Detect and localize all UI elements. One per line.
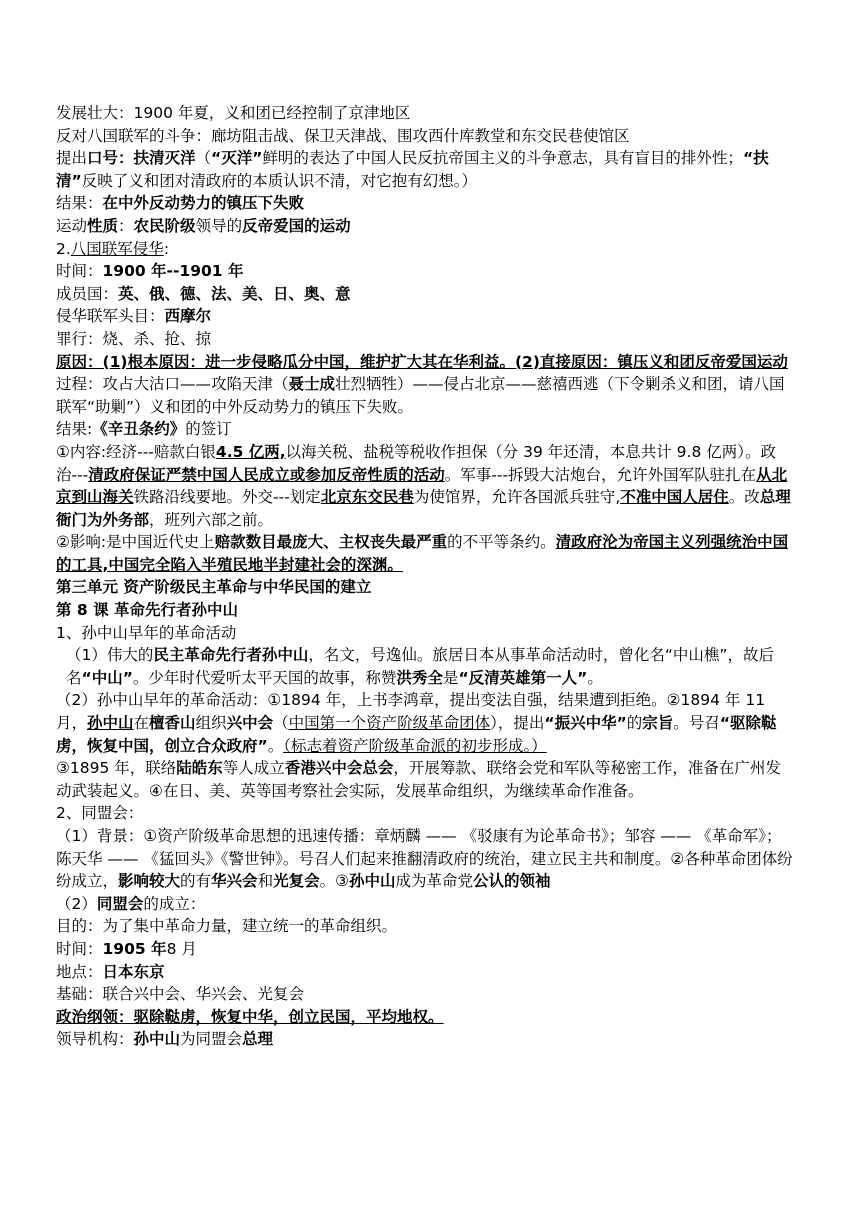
text-line bbox=[56, 938, 794, 961]
unit-heading bbox=[56, 576, 794, 599]
text-line bbox=[56, 260, 794, 283]
text-line bbox=[56, 1028, 794, 1051]
text-span: 罪行：烧、杀、抢、掠 bbox=[56, 329, 212, 348]
text-span: 的成立： bbox=[143, 894, 206, 913]
text-line bbox=[56, 328, 794, 351]
text-span: 为同盟会 bbox=[180, 1030, 243, 1049]
text-line bbox=[56, 125, 794, 148]
text-span: 基础：联合兴中会、华兴会、光复会 bbox=[56, 985, 305, 1004]
emphasis: “灭洋” bbox=[211, 149, 263, 168]
emphasis: 香港兴中会总会 bbox=[284, 759, 394, 778]
emphasis: 农民阶级 bbox=[133, 216, 196, 235]
emphasis-underlined: 原因：(1)根本原因：进一步侵略瓜分中国，维护扩大其在华利益。(2)直接原因：镇压义和团反帝爱国运动 bbox=[56, 352, 788, 371]
text-line bbox=[56, 757, 794, 802]
section-heading bbox=[56, 238, 794, 261]
text-span: ，开展筹款、联络会党和军队等秘密工作，准备在广州发动武装起义。④在日、美、英等国考察社会实际，发展革命组织，为继续革命作准备。 bbox=[56, 759, 781, 800]
emphasis: 孙中山 bbox=[349, 872, 396, 891]
emphasis: 性质 bbox=[87, 216, 119, 235]
heading-text: 2、同盟会： bbox=[56, 804, 144, 823]
text-line bbox=[56, 689, 794, 757]
text-line bbox=[56, 893, 794, 916]
text-span: 的签订 bbox=[185, 420, 232, 439]
text-span: 目的：为了集中革命力量，建立统一的革命组织。 bbox=[56, 917, 398, 936]
text-span: （2） bbox=[56, 894, 97, 913]
text-line bbox=[56, 825, 794, 893]
emphasis: 洪秀全 bbox=[396, 668, 443, 687]
text-span: 时间： bbox=[56, 939, 103, 958]
text-span: 等人成立 bbox=[222, 759, 285, 778]
emphasis: “扶清” bbox=[56, 149, 769, 190]
text-span: ，班列六部之前。 bbox=[149, 510, 274, 529]
emphasis: 聂士成 bbox=[288, 375, 336, 394]
text-span: ②影响:是中国近代史上 bbox=[56, 533, 215, 552]
text-span: 地点： bbox=[56, 962, 103, 981]
heading-text: 1、孙中山早年的革命活动 bbox=[56, 623, 237, 642]
text-span: 鲜明的表达了中国人民反抗帝国主义的斗争意志，具有盲目的排外性； bbox=[262, 149, 743, 168]
text-span: 侵华联军头目： bbox=[56, 307, 165, 326]
heading-text: 第三单元 资产阶级民主革命与中华民国的建立 bbox=[56, 578, 372, 597]
emphasis: “中山” bbox=[81, 668, 133, 687]
text-span: （1）背景：①资产阶级革命思想的迅速传播：章炳麟 —— 《驳康有为论革命书》；邹容 —— 《革命军》；陈天华 —— 《猛回头》《警世钟》。号召人们起来推翻清政府的统治，建立民主共和制度。②各种革命团体纷纷成立， bbox=[56, 827, 793, 891]
text-span: 的有 bbox=[180, 872, 212, 891]
text-line bbox=[56, 215, 794, 238]
text-span: 2. bbox=[56, 239, 71, 258]
text-span: : bbox=[163, 239, 170, 258]
emphasis-underlined: 4.5 亿两, bbox=[215, 442, 286, 461]
text-line bbox=[56, 644, 794, 689]
text-line bbox=[56, 305, 794, 328]
text-span: ，名文，号逸仙。旅居日本从事革命活动时，曾化名“中山樵”，故后名 bbox=[66, 646, 774, 687]
text-span: 。军事---拆毁大沽炮台，允许外国军队驻扎在 bbox=[444, 465, 757, 484]
emphasis: 在中外反动势力的镇压下失败 bbox=[102, 194, 305, 213]
text-span: 8 月 bbox=[166, 939, 197, 958]
text-span: 。少年时代爱听太平天国的故事，称赞 bbox=[132, 668, 397, 687]
emphasis-underlined: 孙中山 bbox=[87, 714, 134, 733]
underlined-text: 中国第一个资产阶级革命团体 bbox=[288, 714, 491, 733]
text-span: 在 bbox=[133, 714, 150, 733]
text-span: 。③ bbox=[319, 872, 349, 891]
emphasis: 《辛丑条约》 bbox=[92, 420, 186, 439]
document-page bbox=[56, 102, 794, 1051]
emphasis: 总理衙门为外务部 bbox=[56, 488, 791, 529]
text-span: 反映了义和团对清政府的本质认识不清，对它抱有幻想。） bbox=[81, 171, 477, 190]
text-line bbox=[56, 418, 794, 441]
text-span: 反对八国联军的斗争：廊坊阻击战、保卫天津战、围攻西什库教堂和东交民巷使馆区 bbox=[56, 126, 630, 145]
text-line bbox=[56, 1006, 794, 1029]
emphasis-underlined: 不准中国人居住 bbox=[620, 488, 729, 507]
text-line bbox=[56, 531, 794, 576]
text-span: 时间： bbox=[56, 262, 103, 281]
text-span: 。改 bbox=[728, 488, 760, 507]
emphasis-underlined: 北京东交民巷 bbox=[320, 488, 414, 507]
text-span: 为使馆界，允许各国派兵驻守, bbox=[413, 488, 621, 507]
emphasis: 总理 bbox=[242, 1030, 274, 1049]
emphasis: 反帝爱国的运动 bbox=[242, 216, 351, 235]
emphasis: 1905 年 bbox=[102, 939, 167, 958]
emphasis: 宗旨 bbox=[642, 714, 674, 733]
emphasis: 民主革命先行者孙中山 bbox=[153, 646, 309, 665]
text-span: 组织 bbox=[195, 714, 227, 733]
text-line bbox=[56, 373, 794, 418]
text-span: ①内容:经济---赔款白银 bbox=[56, 442, 216, 461]
emphasis-underlined: 清政府沦为帝国主义列强统治中国的工具,中国完全陷入半殖民地半封建社会的深渊。 bbox=[56, 533, 789, 574]
text-line bbox=[56, 351, 794, 374]
text-line bbox=[56, 283, 794, 306]
text-line bbox=[56, 102, 794, 125]
text-span: 领导机构： bbox=[56, 1030, 134, 1049]
text-span: 铁路沿线要地。外交---划定 bbox=[133, 488, 321, 507]
emphasis: “反清英雄第一人” bbox=[458, 668, 588, 687]
text-span: 。号召 bbox=[673, 714, 720, 733]
text-span: （ bbox=[273, 714, 289, 733]
text-span: 以海关税、盐税等税收作担保（分 39 年还清，本息共计 9.8 亿两）。政治--- bbox=[56, 442, 776, 484]
underlined-text: （标志着资产阶级革命派的初步形成。） bbox=[283, 736, 547, 755]
emphasis: 孙中山 bbox=[133, 1030, 181, 1049]
text-line bbox=[56, 441, 794, 531]
heading-text: 八国联军侵华 bbox=[70, 239, 164, 258]
text-span: 是 bbox=[442, 668, 459, 687]
text-line bbox=[56, 147, 794, 192]
heading-text: 第 8 课 革命先行者孙中山 bbox=[56, 601, 238, 620]
emphasis: 光复会 bbox=[273, 872, 320, 891]
text-span: ），提出 bbox=[490, 714, 545, 733]
text-span: 领导的 bbox=[195, 216, 243, 235]
text-span: ③1895 年，联络 bbox=[56, 759, 177, 778]
section-heading bbox=[56, 802, 794, 825]
text-line bbox=[56, 915, 794, 938]
emphasis-underlined: 清政府保证严禁中国人民成立或参加反帝性质的活动 bbox=[88, 465, 445, 484]
text-span: 。 bbox=[587, 668, 603, 687]
emphasis: 华兴会 bbox=[211, 872, 258, 891]
text-span: 结果: bbox=[56, 420, 93, 439]
emphasis: 英、俄、德、法、美、日、奥、意 bbox=[118, 284, 351, 303]
emphasis-underlined: 政治纲领：驱除鞑虏，恢复中华，创立民国，平均地权。 bbox=[56, 1007, 444, 1026]
emphasis: “振兴中华” bbox=[544, 714, 627, 733]
emphasis: 影响较大 bbox=[118, 872, 181, 891]
text-span: ： bbox=[118, 216, 134, 235]
emphasis: 1900 年--1901 年 bbox=[102, 262, 244, 281]
text-line bbox=[56, 192, 794, 215]
emphasis: 西摩尔 bbox=[164, 307, 212, 326]
text-span: 成员国： bbox=[56, 284, 119, 303]
emphasis: 日本东京 bbox=[102, 962, 165, 981]
text-span: 结果： bbox=[56, 194, 103, 213]
emphasis-underlined: 从北京到山海关 bbox=[56, 465, 788, 507]
emphasis: 赔款数目最庞大、主权丧失最严重 bbox=[214, 533, 448, 552]
text-span: 壮烈牺牲）——侵占北京——慈禧西逃（下令剿杀义和团，请八国联军“助剿”）义和团的中外反动势力的镇压下失败。 bbox=[56, 375, 785, 416]
text-line bbox=[56, 983, 794, 1006]
text-span: 和 bbox=[257, 872, 274, 891]
text-span: 发展壮大：1900 年夏，义和团已经控制了京津地区 bbox=[56, 104, 411, 122]
emphasis: 檀香山 bbox=[149, 714, 196, 733]
slogan: 口号：扶清灭洋 bbox=[87, 149, 196, 168]
emphasis: 兴中会 bbox=[226, 714, 274, 733]
text-span: 过程：攻占大沽口——攻陷天津（ bbox=[56, 375, 289, 394]
lesson-heading bbox=[56, 599, 794, 622]
emphasis: “驱除鞑虏，恢复中国，创立合众政府” bbox=[56, 714, 777, 755]
text-span: 的 bbox=[626, 714, 643, 733]
text-span: （2）孙中山早年的革命活动：①1894 年，上书李鸿章，提出变法自强，结果遭到拒绝。②1894 年 11 月， bbox=[56, 691, 766, 733]
text-line bbox=[56, 961, 794, 984]
text-span: 成为革命党 bbox=[395, 872, 474, 891]
emphasis: 同盟会 bbox=[96, 894, 144, 913]
text-span: （1）伟大的 bbox=[66, 646, 154, 665]
section-heading bbox=[56, 622, 794, 645]
text-span: 的不平等条约。 bbox=[447, 533, 556, 552]
text-span: 。 bbox=[267, 736, 284, 755]
emphasis: 公认的领袖 bbox=[473, 872, 551, 891]
text-span: （ bbox=[195, 149, 212, 168]
text-span: 提出 bbox=[56, 149, 88, 168]
text-span: 运动 bbox=[56, 216, 88, 235]
emphasis: 陆皓东 bbox=[176, 759, 223, 778]
